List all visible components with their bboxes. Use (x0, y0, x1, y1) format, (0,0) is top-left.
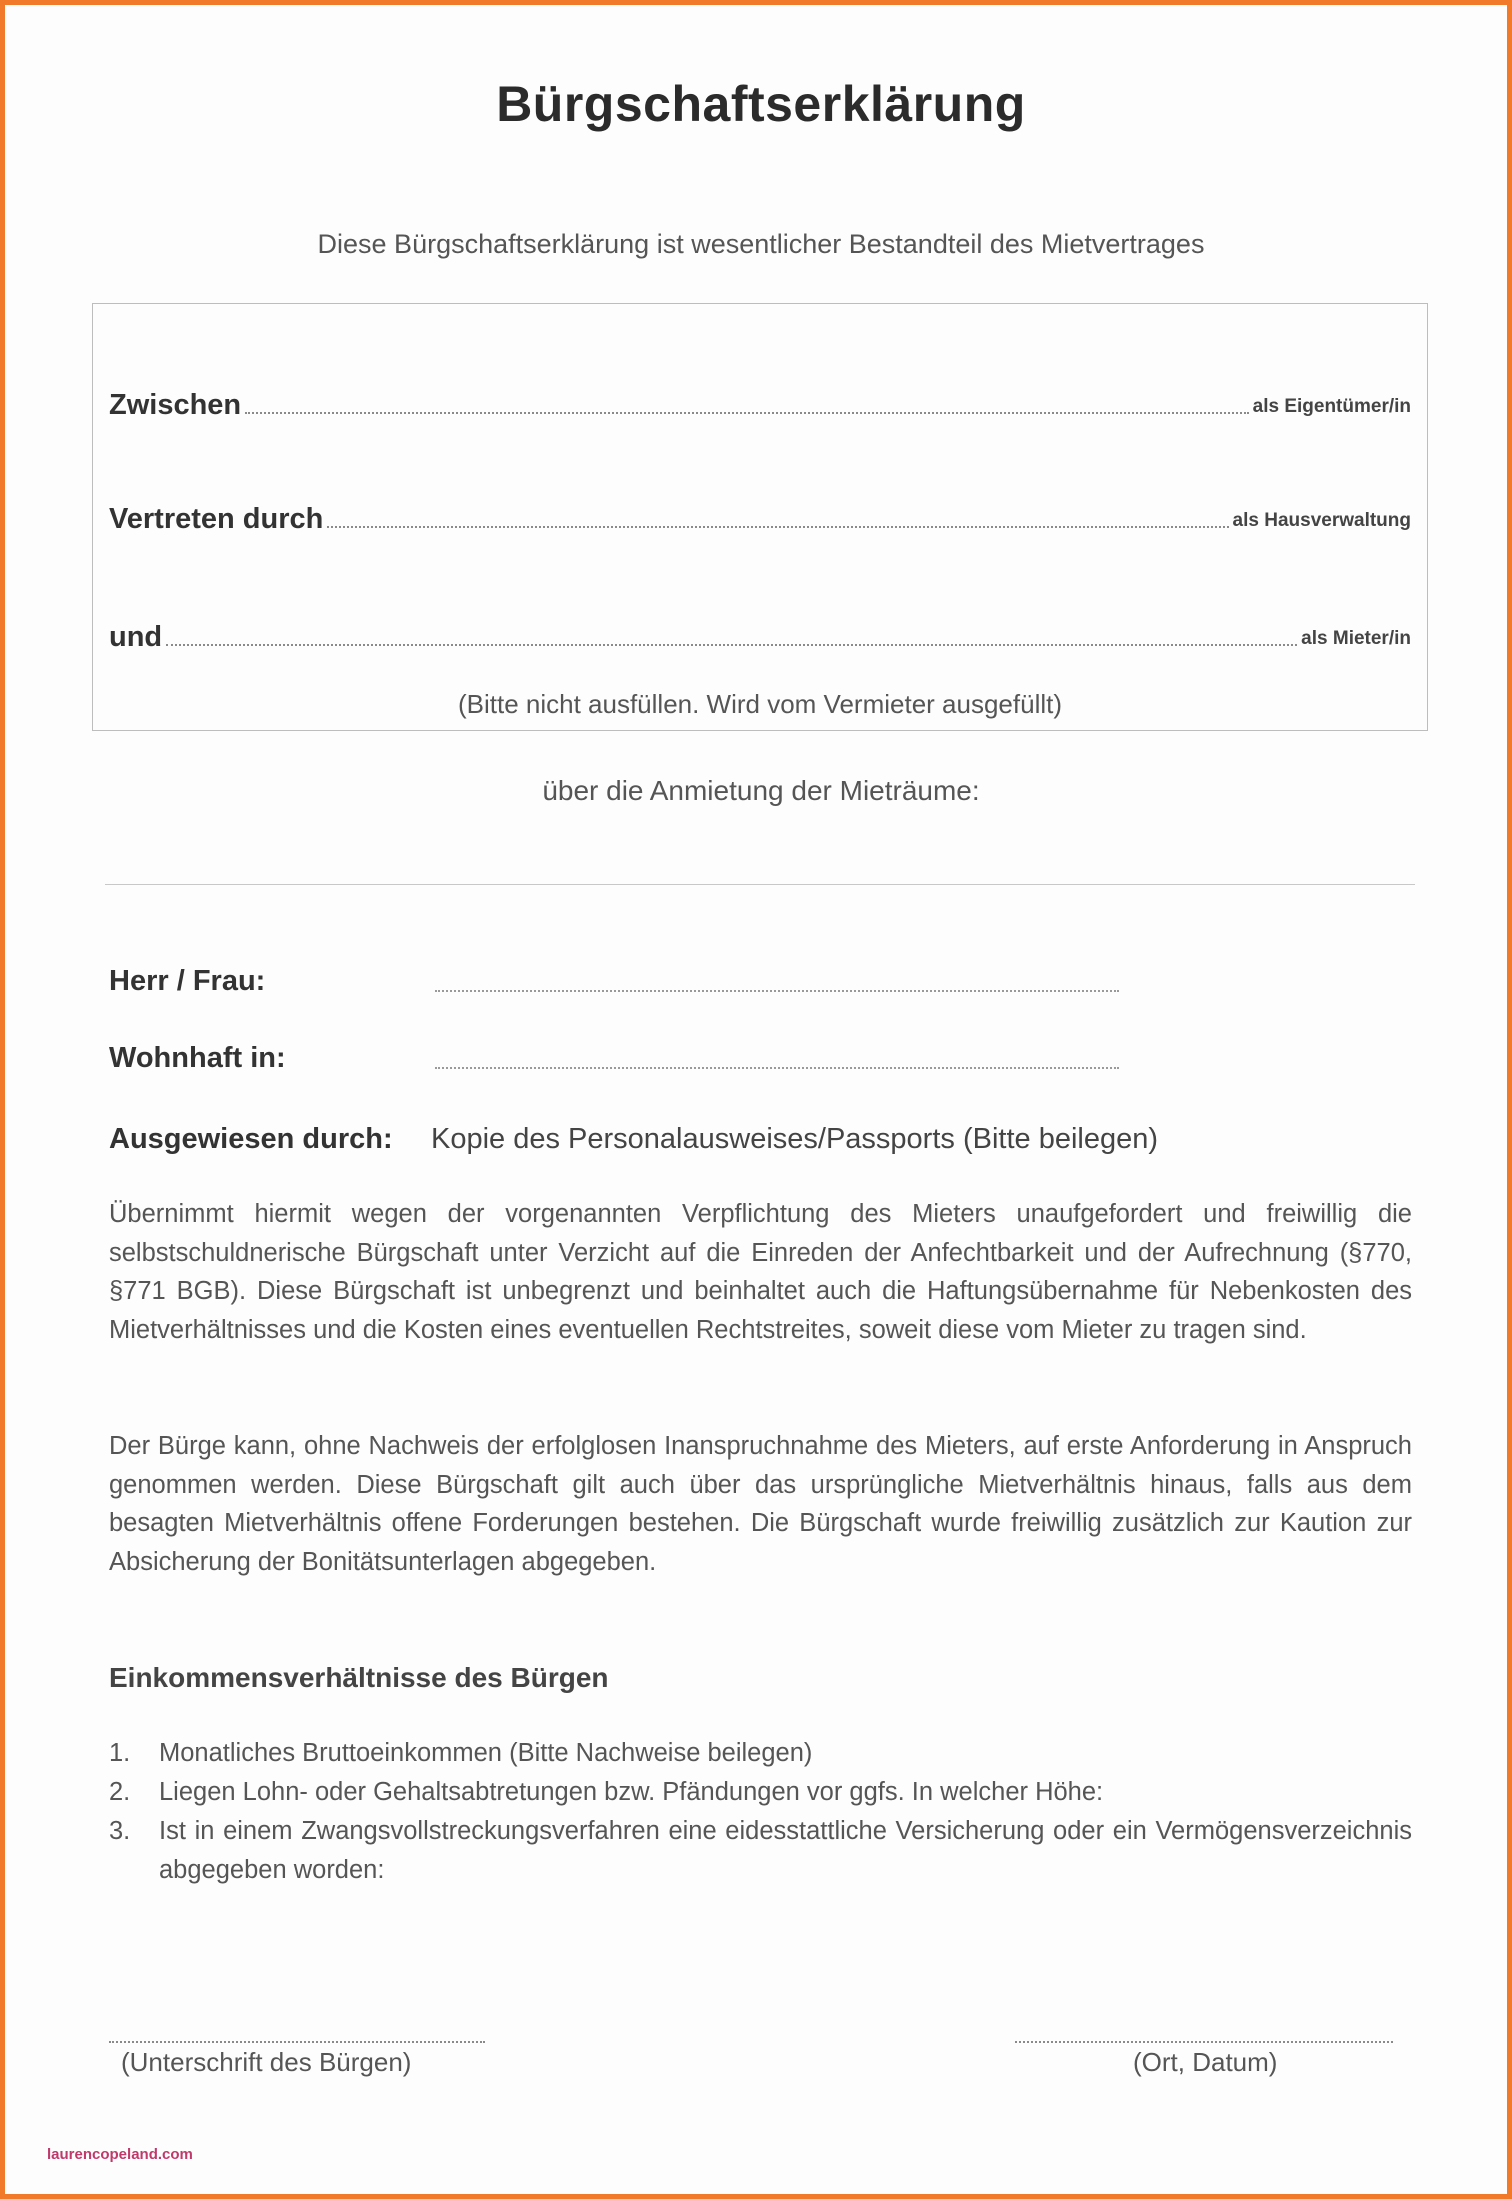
list-number: 2. (109, 1778, 131, 1806)
fill-in-dots[interactable] (166, 643, 1297, 646)
party-line-management (109, 496, 1411, 536)
signature-caption: (Unterschrift des Bürgen) (121, 2047, 412, 2077)
field-fill-dots[interactable] (435, 990, 1119, 992)
list-number: 1. (109, 1739, 131, 1767)
parties-note: (Bitte nicht ausfüllen. Wird vom Vermieter ausgefüllt) (457, 689, 1063, 719)
party-label: und (109, 621, 163, 653)
list-number: 3. (109, 1817, 131, 1845)
field-value: Kopie des Personalausweises/Passports (Bitte beilegen) (431, 1123, 1159, 1155)
watermark: laurencopeland.com (47, 2146, 193, 2163)
document-subtitle: Diese Bürgschaftserklärung ist wesentlicher Bestandteil des Mietvertrages (317, 229, 1205, 259)
paragraph-claim: Der Bürge kann, ohne Nachweis der erfolglosen Inanspruchnahme des Mieters, auf erste Anforderung in Anspruch genommen werden. Diese Bürgschaft gilt auch über das ursprüngliche Mietverhältnis hinaus, falls aus dem besagten Mietverhältnis offene Forderungen bestehen. Die Bürgschaft wurde freiwillig zusätzlich zur Kaution zur Absicherung der Bonitätsunterlagen abgegeben. (109, 1432, 1412, 1576)
party-line-owner (109, 382, 1411, 422)
paragraph-liability: Übernimmt hiermit wegen der vorgenannten Verpflichtung des Mieters unaufgefordert und freiwillig die selbstschuldnerische Bürgschaft unter Verzicht auf die Einreden der Anfechtbarkeit und der Aufrechnung (§770, §771 BGB). Diese Bürgschaft ist unbegrenzt und beinhaltet auch die Haftungsübernahme für Nebenkosten des Mietverhältnisses und die Kosten eines eventuellen Rechtstreites, soweit diese vom Mieter zu tragen sind. (109, 1200, 1412, 1344)
parties-box (92, 303, 1428, 731)
list-item (109, 1812, 1412, 1890)
document-title: Bürgschaftserklärung (496, 76, 1026, 132)
party-label: Vertreten durch (109, 503, 324, 535)
field-row-residence (109, 1039, 1409, 1079)
signature-line[interactable] (109, 2021, 485, 2043)
list-text: Monatliches Bruttoeinkommen (Bitte Nachweise beilegen) (159, 1739, 813, 1767)
field-label: Ausgewiesen durch: (109, 1123, 393, 1155)
field-label: Herr / Frau: (109, 965, 266, 997)
party-role: als Hausverwaltung (1232, 510, 1411, 531)
premises-rule[interactable] (105, 884, 1415, 885)
fill-in-dots[interactable] (245, 411, 1248, 414)
income-heading: Einkommensverhältnisse des Bürgen (109, 1662, 609, 1693)
list-item (109, 1734, 1412, 1773)
list-text: Liegen Lohn- oder Gehaltsabtretungen bzw. Pfändungen vor ggfs. In welcher Höhe: (159, 1778, 1104, 1806)
list-text: Ist in einem Zwangsvollstreckungsverfahren eine eidesstattliche Versicherung oder ein Vermögensverzeichnis abgegeben worden: (159, 1817, 1412, 1884)
premises-line: über die Anmietung der Mieträume: (542, 775, 980, 806)
party-line-tenant (109, 614, 1411, 654)
field-row-id (109, 1120, 1409, 1160)
list-item (109, 1773, 1412, 1812)
party-role: als Eigentümer/in (1252, 396, 1411, 417)
place-date-caption: (Ort, Datum) (1133, 2047, 1278, 2077)
field-label: Wohnhaft in: (109, 1042, 286, 1074)
party-role: als Mieter/in (1301, 628, 1411, 649)
place-date-line[interactable] (1015, 2021, 1393, 2043)
field-fill-dots[interactable] (435, 1067, 1119, 1069)
income-list (109, 1734, 1412, 1890)
fill-in-dots[interactable] (327, 525, 1228, 528)
field-row-name (109, 962, 1409, 1002)
party-label: Zwischen (109, 389, 242, 421)
